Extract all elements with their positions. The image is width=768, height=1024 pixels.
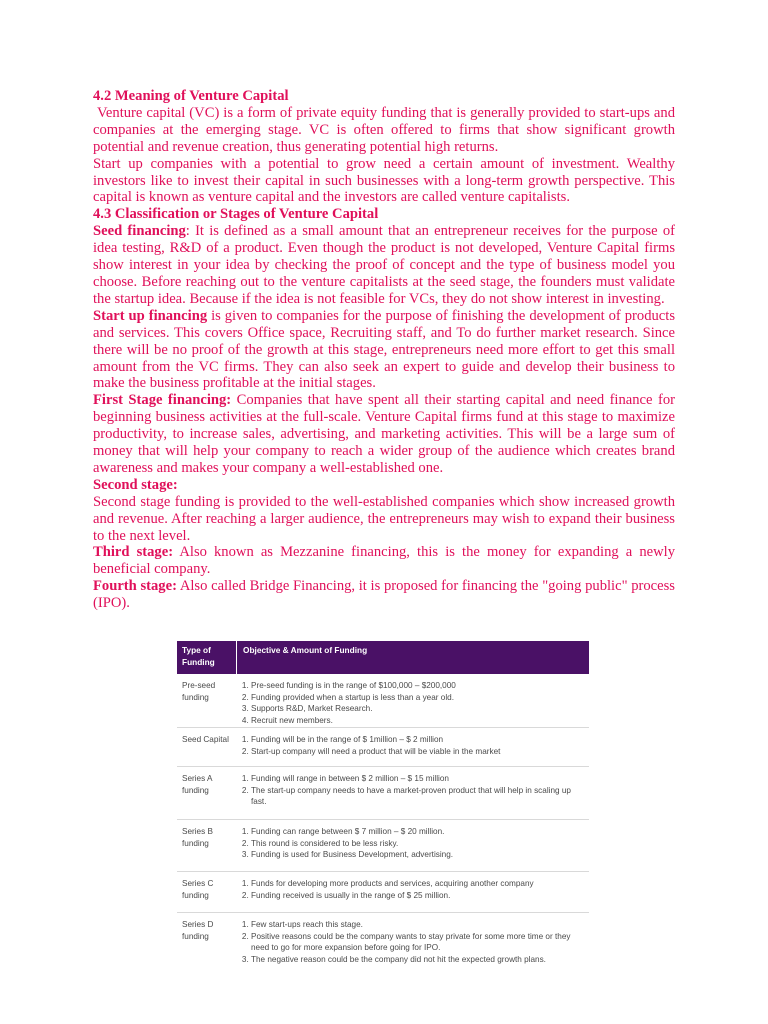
paragraph-vc-investors: Start up companies with a potential to grow need a certain amount of investment. Wealthy investors like to invest their capital in such businesses with a long-term growth perspective. This capital is known as venture capital and the investors are called venture capitalists.	[93, 155, 675, 206]
objective-item: 1. Funds for developing more products and services, acquiring another company	[251, 878, 585, 890]
seed-financing-label: Seed financing	[93, 223, 186, 240]
funding-type-cell: Series C funding	[182, 879, 214, 900]
objective-item: 1. Few start-ups reach this stage.	[251, 919, 585, 931]
table-row	[177, 872, 589, 913]
seed-financing-text: : It is defined as a small amount that an entrepreneur receives for the purpose of idea testing, R&D of a product. Even though the product is not developed, Venture Capital firms show interest in your idea by checking the proof of concept and the type of business model you choose. Before reaching out to the venture capitalists at the seed stage, the founders must validate the startup idea. Because if the idea is not feasible for VCs, they do not show interest in investing.	[93, 223, 675, 307]
third-stage-text: Also known as Mezzanine financing, this is the money for expanding a newly beneficial company.	[93, 544, 675, 578]
table-body	[177, 674, 589, 975]
objective-cell	[237, 728, 589, 766]
table-row	[177, 728, 589, 767]
header-objective-amount: Objective & Amount of Funding	[243, 645, 368, 655]
paragraph-fourth-stage	[93, 578, 675, 612]
heading-classification: 4.3 Classification or Stages of Venture Capital	[93, 206, 379, 223]
objective-cell	[237, 767, 589, 819]
funding-type-cell: Seed Capital	[182, 735, 229, 744]
paragraph-startup-financing	[93, 308, 675, 393]
objective-list	[237, 826, 585, 861]
paragraph-second-stage: Second stage funding is provided to the well-established companies which show increased growth and revenue. After reaching a larger audience, the entrepreneurs may wish to expand their business to the next level.	[93, 493, 675, 544]
table-header	[177, 641, 589, 674]
objective-item: 1. Funding will range in between $ 2 million – $ 15 million	[251, 773, 585, 785]
objective-item: 2. The start-up company needs to have a market-proven product that will help in scaling up fast.	[251, 785, 585, 808]
objective-item: 2. This round is considered to be less risky.	[251, 838, 585, 850]
startup-financing-text: is given to companies for the purpose of finishing the development of products and services. This covers Office space, Recruiting staff, and To do further market research. Since there will be no proof of the growth at this stage, entrepreneurs need more effort to get this small amount from the VC firms. They can also seek an expert to guide and develop their business to make the business profitable at the initial stages.	[93, 307, 675, 392]
header-type-of-funding: Type of Funding	[177, 641, 237, 674]
objective-item: 1. Pre-seed funding is in the range of $100,000 – $200,000	[251, 680, 585, 692]
funding-table	[177, 641, 589, 987]
second-stage-label: Second stage:	[93, 476, 178, 493]
objective-list	[237, 878, 585, 901]
objective-item: 2. Funding received is usually in the range of $ 25 million.	[251, 890, 585, 902]
paragraph-seed-financing	[93, 223, 675, 308]
document-body	[93, 88, 679, 612]
objective-item: 3. Supports R&D, Market Research.	[251, 703, 585, 715]
objective-item: 2. Start-up company will need a product that will be viable in the market	[251, 746, 585, 758]
heading-meaning-of-vc: 4.2 Meaning of Venture Capital	[93, 88, 289, 104]
table-row	[177, 674, 589, 728]
fourth-stage-text: Also called Bridge Financing, it is proposed for financing the "going public" process (IPO).	[93, 578, 675, 612]
funding-type-cell: Series B funding	[182, 827, 213, 848]
objective-list	[237, 680, 585, 726]
objective-item: 1. Funding can range between $ 7 million – $ 20 million.	[251, 826, 585, 838]
paragraph-third-stage	[93, 544, 675, 578]
startup-financing-label: Start up financing	[93, 307, 208, 324]
objective-cell	[237, 674, 589, 727]
objective-item: 2. Positive reasons could be the company wants to stay private for some more time or they need to go for more expansion before going for IPO.	[251, 931, 585, 954]
objective-list	[237, 734, 585, 757]
objective-item: 1. Funding will be in the range of $ 1million – $ 2 million	[251, 734, 585, 746]
objective-item: 3. The negative reason could be the company did not hit the expected growth plans.	[251, 954, 585, 966]
third-stage-label: Third stage:	[93, 544, 174, 561]
fourth-stage-label: Fourth stage:	[93, 578, 177, 595]
objective-item: 2. Funding provided when a startup is less than a year old.	[251, 692, 585, 704]
funding-type-cell: Series D funding	[182, 920, 214, 941]
objective-item: 3. Funding is used for Business Development, advertising.	[251, 849, 585, 861]
objective-list	[237, 773, 585, 808]
text-block	[93, 88, 679, 612]
objective-item: 4. Recruit new members.	[251, 715, 585, 727]
table-row	[177, 913, 589, 975]
objective-cell	[237, 913, 589, 975]
objective-cell	[237, 872, 589, 912]
funding-type-cell: Pre-seed funding	[182, 681, 216, 702]
first-stage-text: Companies that have spent all their starting capital and need finance for beginning business activities at the full-scale. Venture Capital firms fund at this stage to maximize productivity, to increase sales, advertising, and marketing activities. This will be a large sum of money that will help your company to reach a wider group of the audience which creates brand awareness and makes your company a well-established one.	[93, 392, 675, 476]
funding-type-cell: Series A funding	[182, 774, 213, 795]
paragraph-first-stage	[93, 392, 675, 477]
table-row	[177, 767, 589, 820]
paragraph-vc-definition: Venture capital (VC) is a form of private equity funding that is generally provided to start-ups and companies at the emerging stage. VC is often offered to firms that show significant growth potential and revenue creation, thus generating potential high returns.	[93, 104, 679, 155]
table-row	[177, 820, 589, 872]
objective-list	[237, 919, 585, 965]
objective-cell	[237, 820, 589, 871]
first-stage-label: First Stage financing:	[93, 392, 232, 409]
